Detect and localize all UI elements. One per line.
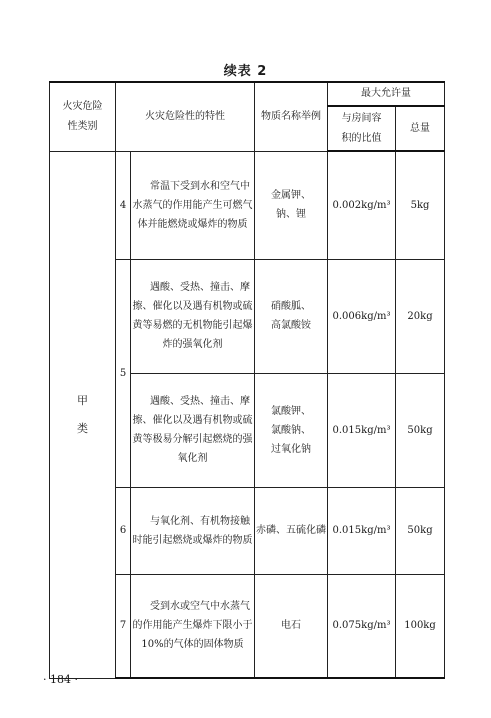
row-description: 常温下受到水和空气中水蒸气的作用能产生可燃气体并能燃烧或爆炸的物质 <box>131 151 255 259</box>
table-title: 续表 2 <box>223 64 268 79</box>
row-total: 100kg <box>396 574 445 678</box>
row-number: 7 <box>116 574 131 678</box>
row-total: 50kg <box>396 373 445 487</box>
row-ratio: 0.002kg/m³ <box>328 151 396 259</box>
header-max-allowed: 最大允许量 <box>328 82 445 106</box>
row-number: 4 <box>116 151 131 259</box>
row-examples: 硝酸胍、高氯酸铵 <box>255 259 328 373</box>
page-number: · 184 · <box>43 673 78 686</box>
row-examples: 金属钾、钠、锂 <box>255 151 328 259</box>
header-category <box>50 82 116 151</box>
category-text: 甲类 <box>77 393 88 435</box>
header-category-text: 火灾危险性类别 <box>62 100 103 132</box>
row-ratio: 0.075kg/m³ <box>328 574 396 678</box>
row-total: 20kg <box>396 259 445 373</box>
header-total: 总量 <box>396 106 445 151</box>
row-description: 受到水或空气中水蒸气的作用能产生爆炸下限小于10%的气体的固体物质 <box>131 574 255 678</box>
row-total: 50kg <box>396 487 445 574</box>
header-characteristics: 火灾危险性的特性 <box>116 82 255 151</box>
row-description: 遇酸、受热、撞击、摩擦、催化以及遇有机物或硫黄等极易分解引起燃烧的强氧化剂 <box>131 373 255 487</box>
row-number: 5 <box>116 259 131 487</box>
row-description: 与氧化剂、有机物接触时能引起燃烧或爆炸的物质 <box>131 487 255 574</box>
row-ratio: 0.006kg/m³ <box>328 259 396 373</box>
header-row-1 <box>50 82 445 106</box>
table-row <box>50 151 445 259</box>
hazard-table <box>49 81 445 679</box>
row-examples: 电石 <box>255 574 328 678</box>
row-total: 5kg <box>396 151 445 259</box>
row-ratio: 0.015kg/m³ <box>328 487 396 574</box>
category-cell <box>50 151 116 678</box>
row-examples: 氯酸钾、氯酸钠、过氧化钠 <box>255 373 328 487</box>
header-ratio-text: 与房间容积的比值 <box>341 112 382 144</box>
row-description: 遇酸、受热、撞击、摩擦、催化以及遇有机物或硫黄等易燃的无机物能引起爆炸的强氧化剂 <box>131 259 255 373</box>
row-examples: 赤磷、五硫化磷 <box>255 487 328 574</box>
row-number: 6 <box>116 487 131 574</box>
header-examples: 物质名称举例 <box>255 82 328 151</box>
header-ratio <box>328 106 396 151</box>
row-ratio: 0.015kg/m³ <box>328 373 396 487</box>
